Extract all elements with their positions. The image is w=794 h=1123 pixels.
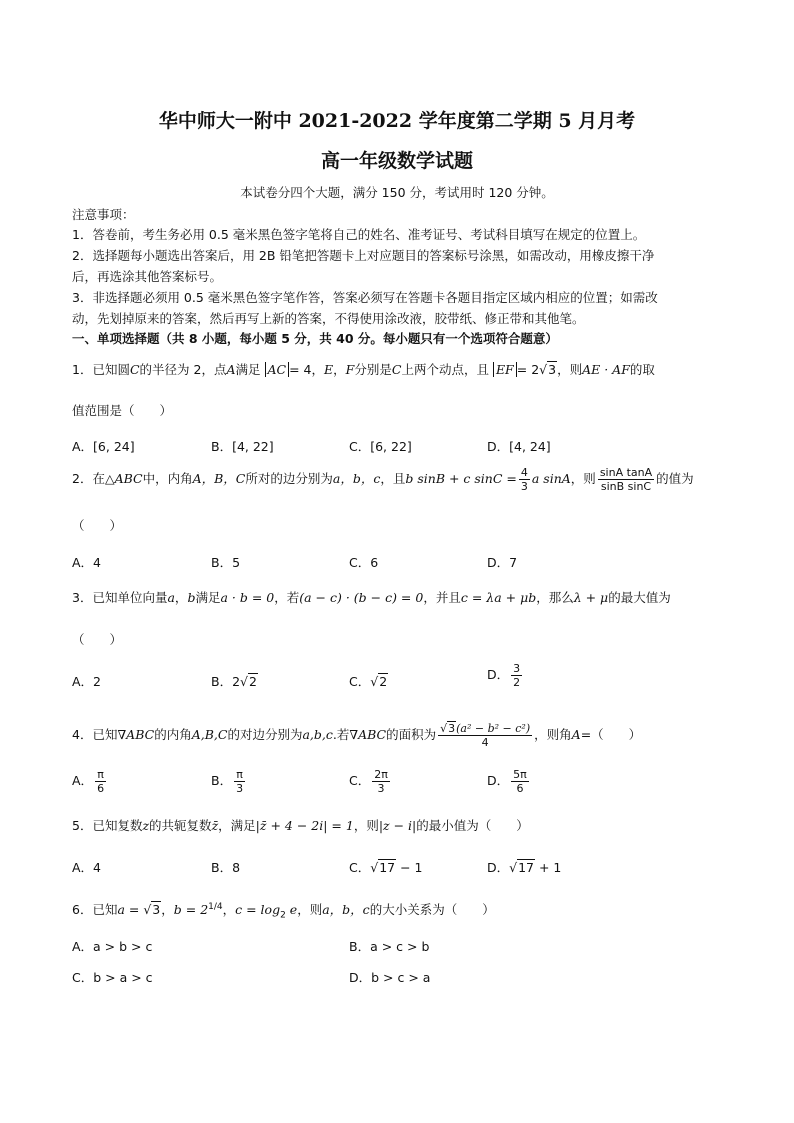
option-d: D．[4, 24] <box>487 439 551 454</box>
exponent: 1/4 <box>208 901 223 912</box>
text: 的最大值为 <box>608 590 671 605</box>
notice-item: 后，再选涂其他答案标号。 <box>72 269 223 284</box>
text: ， <box>333 362 346 377</box>
option-label: B． <box>211 773 233 788</box>
option-label: D． <box>487 860 510 875</box>
notice-item: 1．答卷前，考生务必用 0.5 毫米黑色签字笔将自己的姓名、准考证号、考试科目填写在规定的位置上。 <box>72 227 646 242</box>
text: 的取 <box>629 362 655 377</box>
question-4 <box>72 722 724 749</box>
text: ，并且 <box>423 590 461 605</box>
option-a: A．[6, 24] <box>72 439 135 454</box>
option-c: C．√17 − 1 <box>349 860 423 875</box>
vector-label: AC <box>267 362 287 377</box>
text: 的大小关系为（ ） <box>369 902 495 917</box>
text: .若 <box>332 727 350 742</box>
text: 满足 <box>195 590 221 605</box>
question-6: 6．已知a = √3，$b = 2^{1/4}$，$c = \log_2 e$，则a，b，c的大小关系为（ ） <box>72 901 495 921</box>
numerator: √3(a² − b² − c²) <box>440 722 531 735</box>
text: 上两个动点，且 <box>401 362 489 377</box>
option-a <box>72 768 108 795</box>
math: = 4 <box>289 362 312 377</box>
radicand: 2 <box>379 674 388 689</box>
vector-label: EF <box>495 362 514 377</box>
text: ，则 <box>297 902 323 917</box>
math: e <box>285 902 298 917</box>
option-b: B．a > c > b <box>349 939 430 954</box>
question-2 <box>72 466 724 493</box>
numerator: 3 <box>513 662 521 675</box>
math: A，B，C <box>192 471 246 486</box>
option-c: C．b > a > c <box>72 970 153 985</box>
math: b = 2 <box>173 902 209 917</box>
option-d <box>487 768 531 795</box>
text: ， <box>222 902 236 917</box>
text: ，则 <box>557 362 583 377</box>
option-label: C． <box>349 860 371 875</box>
section-heading: 一、单项选择题（共 8 小题，每小题 5 分，共 40 分。每小题只有一个选项符合题意） <box>72 331 558 346</box>
numerator: 5π <box>513 768 527 781</box>
notice-item: 动，先划掉原来的答案，然后再写上新的答案，不得使用涂改液，胶带纸、修正带和其他笔。 <box>72 311 585 326</box>
text: ，那么 <box>536 590 574 605</box>
fraction <box>511 768 529 795</box>
radicand: 17 <box>379 860 396 875</box>
option-d: D．b > c > a <box>349 970 431 985</box>
radicand: 3 <box>448 722 456 735</box>
text: 1．已知圆 <box>72 362 130 377</box>
fraction <box>372 768 390 795</box>
numerator: π <box>234 768 245 782</box>
text: 的值为 <box>656 471 694 486</box>
math: b <box>187 590 196 605</box>
fraction <box>438 722 532 749</box>
exam-subtitle: 高一年级数学试题 <box>320 150 473 172</box>
denominator: 2 <box>513 676 521 689</box>
math: A <box>571 727 581 742</box>
math: + 1 <box>535 860 562 875</box>
text: 3．已知单位向量 <box>72 590 168 605</box>
dot-product: AE · AF <box>582 362 630 377</box>
option-c: C．6 <box>349 555 379 570</box>
option-b: B．2√2 <box>211 674 257 689</box>
text: ， <box>161 902 174 917</box>
math: a = <box>117 902 144 917</box>
notice-item: 2．选择题每小题选出答案后，用 2B 铅笔把答题卡上对应题目的答案标号涂黑，如需改动，用橡皮擦干净 <box>72 248 655 263</box>
math: (a − c) · (b − c) = 0 <box>299 590 424 605</box>
numerator: 2π <box>374 768 388 781</box>
text: 5．已知复数 <box>72 818 143 833</box>
radicand: 2 <box>249 674 257 689</box>
math: z̄ <box>211 818 219 833</box>
text: 的面积为 <box>386 727 437 742</box>
fraction <box>234 768 245 795</box>
math: △ABC <box>104 471 143 486</box>
numerator: sinA tanA <box>599 466 653 479</box>
math: C <box>391 362 402 377</box>
numerator: 4 <box>520 466 528 479</box>
denominator: 3 <box>377 782 385 795</box>
option-c: C．√2 <box>349 674 388 689</box>
option-a: A．4 <box>72 860 102 875</box>
option-d: D．√17 + 1 <box>487 860 562 875</box>
text: ，则 <box>570 471 596 486</box>
text: ，且 <box>380 471 406 486</box>
option-label: D． <box>487 667 510 682</box>
fraction <box>95 768 106 795</box>
math: = 2 <box>516 362 540 377</box>
math: c = λa + μb <box>460 590 537 605</box>
answer-paren: （ ） <box>72 632 123 647</box>
option-b <box>211 768 247 795</box>
notice-item: 3．非选择题必须用 0.5 毫米黑色签字笔作答，答案必须写在答题卡各题目指定区域内相应的位置；如需改 <box>72 290 658 305</box>
vector-ac <box>265 362 290 377</box>
question-3 <box>72 588 724 606</box>
exam-info: 本试卷分四个大题，满分 150 分，考试用时 120 分钟。 <box>240 185 554 200</box>
math: z <box>142 818 150 833</box>
denominator: 4 <box>481 736 489 749</box>
math: E <box>324 362 334 377</box>
text: 的最小值为（ ） <box>416 818 529 833</box>
text: ， <box>174 590 188 605</box>
fraction <box>598 466 654 493</box>
radicand: 3 <box>152 902 161 917</box>
math: A <box>226 362 236 377</box>
text: 满足 <box>235 362 261 377</box>
text: 的对边分别为 <box>227 727 303 742</box>
option-b: B．5 <box>211 555 241 570</box>
text: 的半径为 2，点 <box>139 362 227 377</box>
text: 2．在 <box>72 471 105 486</box>
math: a <box>167 590 175 605</box>
math: c = log <box>235 902 281 917</box>
math: a · b = 0 <box>220 590 275 605</box>
text: 6．已知 <box>72 902 118 917</box>
denominator: 6 <box>97 782 105 795</box>
notice-heading: 注意事项： <box>72 207 135 222</box>
math: λ + μ <box>573 590 609 605</box>
question-5 <box>72 816 724 834</box>
text: 所对的边分别为 <box>245 471 333 486</box>
math: (a² − b² − c²) <box>456 722 531 735</box>
math: |z̄ + 4 − 2i| = 1 <box>255 818 354 833</box>
text: 分别是 <box>354 362 392 377</box>
option-b: B．[4, 22] <box>211 439 274 454</box>
math: F <box>345 362 355 377</box>
option-b: B．8 <box>211 860 241 875</box>
denominator: sinB sinC <box>600 480 652 493</box>
denominator: 3 <box>520 480 528 493</box>
math: a sinA <box>531 471 571 486</box>
text: ，则 <box>353 818 379 833</box>
sqrt: √3 <box>539 362 557 377</box>
denominator: 6 <box>516 782 524 795</box>
math: C <box>129 362 140 377</box>
text: ，满足 <box>218 818 256 833</box>
option-label: A． <box>72 773 94 788</box>
text: 中，内角 <box>142 471 193 486</box>
math: a，b，c <box>332 471 381 486</box>
radicand: 3 <box>548 362 557 377</box>
math: a,b,c <box>302 727 333 742</box>
option-d: D．7 <box>487 555 518 570</box>
option-label: B． <box>211 674 233 689</box>
fraction <box>511 662 522 689</box>
text: =（ ） <box>580 727 642 742</box>
text: ， <box>311 362 325 377</box>
math: A,B,C <box>191 727 228 742</box>
option-a: A．4 <box>72 555 102 570</box>
text: ，则角 <box>534 727 572 742</box>
radicand: 17 <box>518 860 535 875</box>
math: ∇ABC <box>117 727 155 742</box>
option-a: A．2 <box>72 674 102 689</box>
math: b sinB + c sinC = <box>405 471 517 486</box>
exam-title: 华中师大一附中 2021-2022 学年度第二学期 5 月月考 <box>158 110 636 132</box>
option-a: A．a > b > c <box>72 939 153 954</box>
denominator: 3 <box>236 782 244 795</box>
math: a，b，c <box>322 902 370 917</box>
option-label: C． <box>349 773 371 788</box>
coefficient: 2 <box>232 674 241 689</box>
option-label: D． <box>487 773 510 788</box>
math: |z − i| <box>378 818 417 833</box>
math: − 1 <box>396 860 423 875</box>
log-base: 2 <box>280 910 286 921</box>
vector-ef <box>493 362 517 377</box>
answer-paren: （ ） <box>72 518 123 533</box>
question-1 <box>72 360 724 378</box>
math: ∇ABC <box>349 727 387 742</box>
option-d <box>487 662 524 689</box>
option-label: C． <box>349 674 371 689</box>
text: 4．已知 <box>72 727 118 742</box>
numerator: π <box>95 768 106 782</box>
fraction <box>519 466 530 493</box>
option-c: C．[6, 22] <box>349 439 412 454</box>
option-c <box>349 768 392 795</box>
text: ，若 <box>274 590 300 605</box>
text: 的内角 <box>154 727 192 742</box>
text: 的共轭复数 <box>149 818 212 833</box>
question-1-cont: 值范围是（ ） <box>72 403 173 418</box>
